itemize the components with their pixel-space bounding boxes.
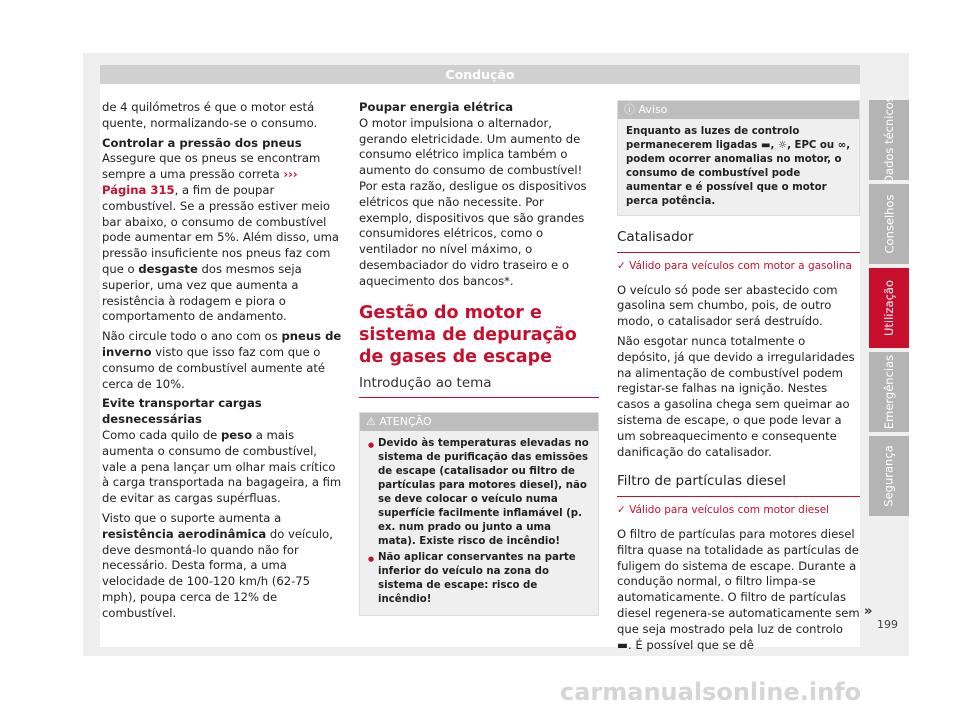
tab-tips[interactable]: Conselhos bbox=[869, 184, 909, 264]
heading-dpf: Filtro de partículas diesel bbox=[617, 474, 860, 497]
page-header: Condução bbox=[100, 65, 860, 84]
engine-warning-icon: ▬ bbox=[617, 637, 628, 652]
check-icon: ✓ bbox=[617, 259, 626, 272]
paragraph: Não esgotar nunca totalmente o depósito, já que devido a irregularidades na alimentação de combustível podem registar-se falhas na ignição. Nestes casos a gasolina chega sem queimar ao sistema de escape, o que pode levar a um sobreaquecimento e consequente danificação do catalisador. bbox=[617, 333, 855, 459]
info-icon: ⓘ bbox=[624, 103, 635, 116]
list-item: ● Não aplicar conservantes na parte inferior do veículo na zona do sistema de escape: risco de incêndio! bbox=[378, 551, 590, 607]
check-icon: ✓ bbox=[617, 504, 626, 517]
paragraph: Como cada quilo de peso a mais aumenta o consumo de combustível, vale a pena lançar um olhar mais crítico à carga transportada na bagageira, a fim de evitar as cargas supérfluas. bbox=[102, 427, 342, 506]
subsection-title: Introdução ao tema bbox=[359, 376, 599, 399]
paragraph: O motor impulsiona o alternador, gerando eletricidade. Um aumento de consumo elétrico implica também o aumento do consumo de combustível! Por esta razão, desligue os dispositivos elétricos que não necessite. Por exemplo, dispositivos que são grandes consumidores elétricos, como o ventilador no nível máximo, o desembaciador do vidro traseiro e o aquecimento dos bancos*. bbox=[359, 115, 587, 288]
paragraph: O filtro de partículas para motores diesel filtra quase na totalidade as partículas de fuligem do sistema de escape. Durante a condução normal, o filtro limpa-se automaticamente. O filtro de partículas diesel regenera-se automaticamente sem que seja mostrado pela luz de controlo ▬. É possível que se dê bbox=[617, 526, 860, 652]
warning-icon: ⚠ bbox=[366, 415, 376, 429]
tab-technical-data[interactable]: Dados técnicos bbox=[869, 100, 909, 180]
tab-operation[interactable]: Utilização bbox=[869, 268, 909, 348]
list-item: ● Devido às temperaturas elevadas no sistema de purificação das emissões de escape (catalisador ou filtro de partículas para motores diesel), não se deve colocar o veículo numa superfície facilmente inflamável (p. ex. num prado ou junto a uma mata). Existe risco de incêndio! bbox=[378, 437, 590, 549]
column-2 bbox=[359, 100, 599, 616]
watermark: carmanualsonline.info bbox=[560, 678, 862, 706]
page-link[interactable]: ››› Página 315 bbox=[102, 167, 298, 197]
heading-catalyst: Catalisador bbox=[617, 230, 860, 253]
heading-cargo: Evite transportar cargas desnecessárias bbox=[102, 396, 262, 427]
paragraph: Visto que o suporte aumenta a resistência aerodinâmica do veículo, deve desmontá-lo quando não for necessário. Desta forma, a uma velocidade de 100-120 km/h (62-75 mph), poupa cerca de 12% de combustível. bbox=[102, 510, 333, 620]
paragraph: Assegure que os pneus se encontram sempre a uma pressão correta ››› Página 315, a fim de poupar combustível. Se a pressão estiver meio bar abaixo, o consumo de combustível pode aumentar em 5%. Além disso, uma pressão insuficiente nos pneus faz com que o desgaste dos mesmos seja superior, uma vez que aumenta a resistência à rodagem e piora o comportamento de andamento. bbox=[102, 151, 339, 324]
section-title: Gestão do motor e sistema de depuração de gases de escape bbox=[359, 302, 577, 367]
diesel-filter-icon: ∞ bbox=[837, 140, 847, 151]
glow-plug-icon: ☼ bbox=[777, 140, 788, 151]
heading-tire-pressure: Controlar a pressão dos pneus bbox=[102, 135, 302, 150]
engine-warning-icon: ▬ bbox=[760, 140, 771, 151]
tab-emergencies[interactable]: Emergências bbox=[869, 352, 909, 432]
paragraph: Não circule todo o ano com os pneus de inverno visto que isso faz com que o consumo de combustível aumente até cerca de 10%. bbox=[102, 329, 342, 391]
page-number: 199 bbox=[877, 618, 898, 631]
column-1 bbox=[102, 100, 342, 626]
paragraph: O veículo só pode ser abastecido com gasolina sem chumbo, pois, de outro modo, o catalisador será destruído. bbox=[617, 282, 838, 329]
warning-header: ⚠ ATENÇÃO bbox=[360, 413, 598, 431]
continue-icon: » bbox=[864, 604, 873, 619]
warning-box bbox=[359, 412, 599, 616]
note-box: ⓘ Aviso Enquanto as luzes de controlo permanecerem ligadas ▬, ☼, EPC ou ∞, podem ocorrer anomalias no motor, o consumo de combustível pode aumentar e é possível que o motor perca potência. bbox=[617, 100, 860, 216]
validity-note: ✓ Válido para veículos com motor a gasolina bbox=[617, 259, 852, 272]
validity-note: ✓ Válido para veículos com motor diesel bbox=[617, 504, 830, 517]
chapter-tabs bbox=[869, 96, 909, 520]
column-3 bbox=[617, 100, 860, 657]
note-header: ⓘ Aviso bbox=[618, 101, 859, 119]
tab-safety[interactable]: Segurança bbox=[869, 436, 909, 516]
heading-energy: Poupar energia elétrica bbox=[359, 100, 514, 114]
paragraph: de 4 quilómetros é que o motor está quente, normalizando-se o consumo. bbox=[102, 100, 318, 130]
